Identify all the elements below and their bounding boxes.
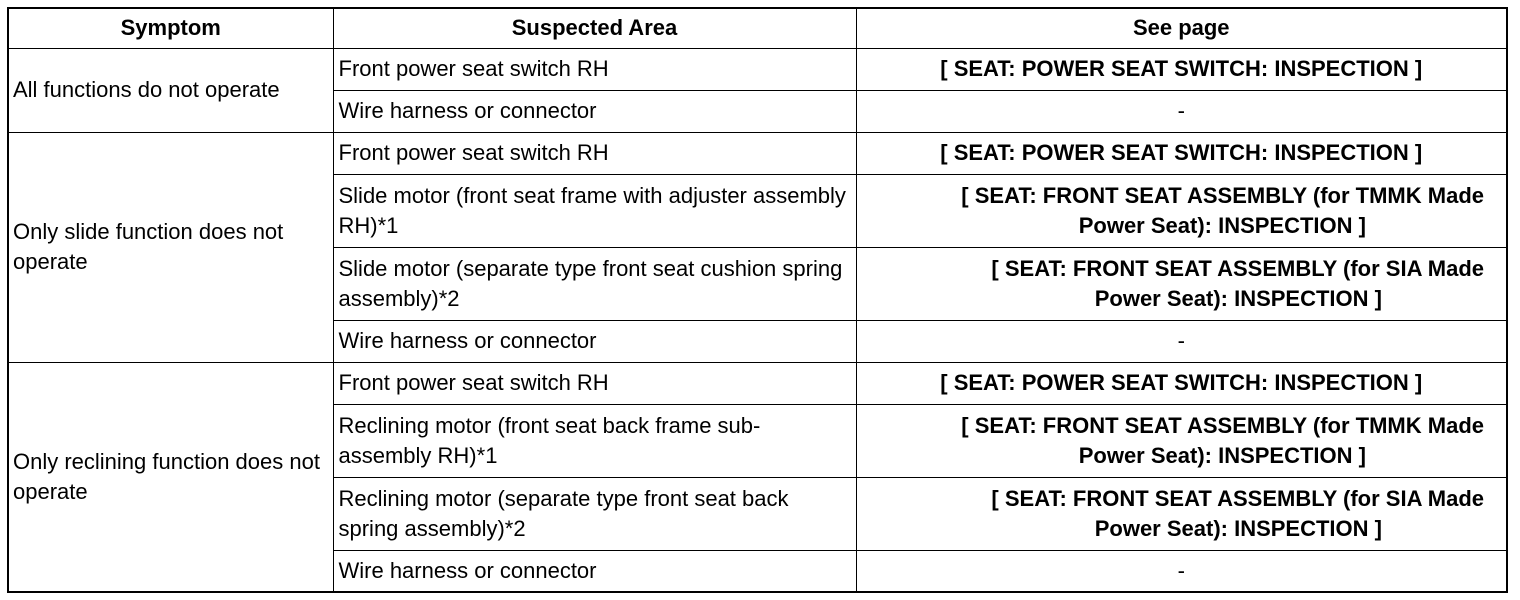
area-cell: Reclining motor (front seat back frame sub-assembly RH)*1 (333, 404, 856, 477)
symptom-table-container (7, 7, 1508, 593)
area-cell: Slide motor (separate type front seat cushion spring assembly)*2 (333, 247, 856, 320)
page-link-line: [ SEAT: FRONT SEAT ASSEMBLY (for TMMK Made (961, 182, 1484, 208)
area-cell: Wire harness or connector (333, 550, 856, 592)
page-link-line: Power Seat): INSPECTION ] (1078, 212, 1366, 238)
header-see-page: See page (856, 8, 1507, 48)
page-cell: - (856, 90, 1507, 132)
page-link[interactable] (856, 477, 1507, 550)
area-cell: Front power seat switch RH (333, 132, 856, 174)
area-cell: Slide motor (front seat frame with adjuster assembly RH)*1 (333, 174, 856, 247)
page-link[interactable]: [ SEAT: POWER SEAT SWITCH: INSPECTION ] (856, 362, 1507, 404)
symptom-table (7, 7, 1508, 593)
page-cell: - (856, 320, 1507, 362)
table-row (8, 362, 1507, 404)
header-suspected-area: Suspected Area (333, 8, 856, 48)
table-row (8, 132, 1507, 174)
symptom-cell: All functions do not operate (8, 48, 333, 132)
page-link[interactable]: [ SEAT: POWER SEAT SWITCH: INSPECTION ] (856, 132, 1507, 174)
page-link-line: Power Seat): INSPECTION ] (1078, 442, 1366, 468)
page-link[interactable]: [ SEAT: POWER SEAT SWITCH: INSPECTION ] (856, 48, 1507, 90)
symptom-cell: Only slide function does not operate (8, 132, 333, 362)
table-header-row (8, 8, 1507, 48)
page-link-line: [ SEAT: FRONT SEAT ASSEMBLY (for SIA Made (991, 485, 1484, 511)
area-cell: Wire harness or connector (333, 90, 856, 132)
symptom-cell: Only reclining function does not operate (8, 362, 333, 592)
header-symptom: Symptom (8, 8, 333, 48)
page-link-line: Power Seat): INSPECTION ] (1094, 515, 1382, 541)
page-cell: - (856, 550, 1507, 592)
area-cell: Front power seat switch RH (333, 48, 856, 90)
page-link-line: Power Seat): INSPECTION ] (1094, 285, 1382, 311)
area-cell: Reclining motor (separate type front seat back spring assembly)*2 (333, 477, 856, 550)
area-cell: Front power seat switch RH (333, 362, 856, 404)
page-link[interactable] (856, 404, 1507, 477)
page-link-line: [ SEAT: FRONT SEAT ASSEMBLY (for SIA Made (991, 255, 1484, 281)
area-cell: Wire harness or connector (333, 320, 856, 362)
table-row (8, 48, 1507, 90)
page-link[interactable] (856, 174, 1507, 247)
page-link[interactable] (856, 247, 1507, 320)
page-link-line: [ SEAT: FRONT SEAT ASSEMBLY (for TMMK Made (961, 412, 1484, 438)
